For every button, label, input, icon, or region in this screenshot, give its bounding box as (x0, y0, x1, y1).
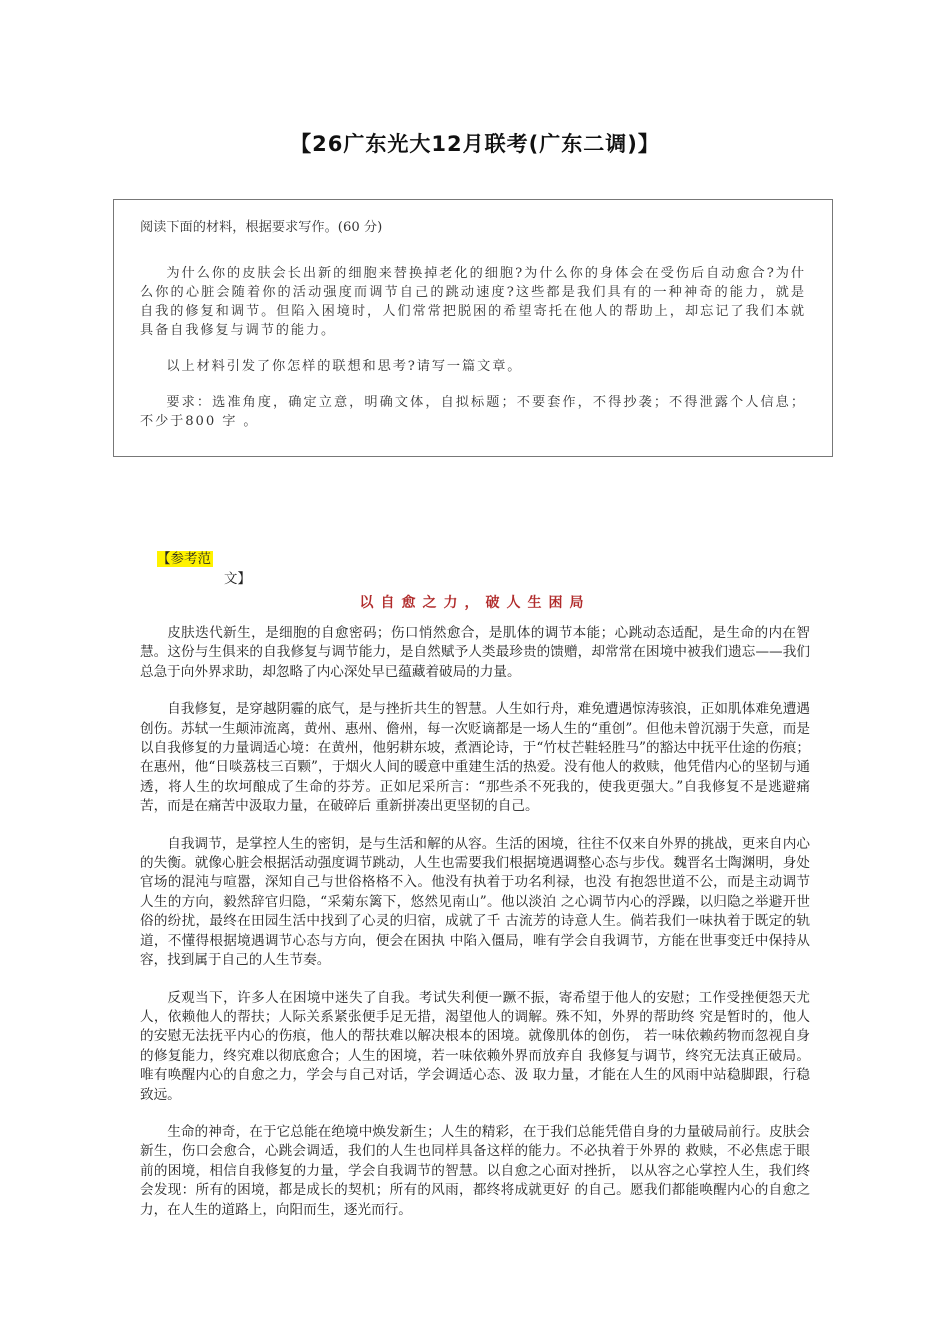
essay-paragraph: 自我调节，是掌控人生的密钥，是与生活和解的从容。生活的困境，往往不仅来自外界的挑战，更来自内心的失衡。就像心脏会根据活动强度调节跳动，人生也需要我们根据境遇调整心态与步伐。魏晋名士陶渊明，身处官场的混沌与喧嚣，深知自己与世俗格格不入。他没有执着于功名利禄，也没 有抱怨世道不公，而是主动调节人生的方向，毅然辞官归隐，“采菊东篱下，悠然见南山”。他以淡泊 之心调节内心的浮躁，以归隐之举避开世俗的纷扰，最终在田园生活中找到了心灵的归宿，成就了千 古流芳的诗意人生。倘若我们一味执着于既定的轨道，不懂得根据境遇调节心态与方向，便会在困执 中陷入僵局，唯有学会自我调节，方能在世事变迁中保持从容，找到属于自己的人生节奏。 (140, 835, 810, 969)
essay-body (140, 624, 810, 1238)
essay-title: 以自愈之力，破人生困局 (359, 595, 591, 611)
prompt-material: 为什么你的皮肤会长出新的细胞来替换掉老化的细胞?为什么你的身体会在受伤后自动愈合?为什么你的心脏会随着你的活动强度而调节自己的跳动速度?这些都是我们具有的一种神奇的能力，就是自我的修复和调节。但陷入困境时，人们常常把脱困的希望寄托在他人的帮助上，却忘记了我们本就具备自我修复与调节的能力。 (140, 266, 806, 338)
page-title: 【26广东光大12月联考(广东二调)】 (290, 132, 660, 156)
reference-label-highlight: 【参考范 (157, 551, 211, 567)
prompt-requirements: 要求：选准角度，确定立意，明确文体，自拟标题；不要套作，不得抄袭；不得泄露个人信息；不少于800 字 。 (140, 395, 806, 429)
writing-prompt-box (113, 199, 833, 457)
prompt-instruction: 阅读下面的材料，根据要求写作。(60 分) (140, 220, 383, 235)
reference-label-continuation: 文】 (224, 571, 251, 587)
reference-essay-label (157, 549, 251, 589)
prompt-question: 以上材料引发了你怎样的联想和思考?请写一篇文章。 (166, 359, 523, 374)
essay-paragraph: 生命的神奇，在于它总能在绝境中焕发新生；人生的精彩，在于我们总能凭借自身的力量破局前行。皮肤会新生，伤口会愈合，心跳会调适，我们的人生也同样具备这样的能力。不必执着于外界的 救赎，不必焦虑于眼前的困境，相信自我修复的力量，学会自我调节的智慧。以自愈之心面对挫折， 以从容之心掌控人生，我们终会发现：所有的困境，都是成长的契机；所有的风雨，都终将成就更好 的自己。愿我们都能唤醒内心的自愈之力，在人生的道路上，向阳而生，逐光而行。 (140, 1123, 810, 1218)
essay-paragraph: 皮肤迭代新生，是细胞的自愈密码；伤口悄然愈合，是肌体的调节本能；心跳动态适配，是生命的内在智慧。这份与生俱来的自我修复与调节能力，是自然赋予人类最珍贵的馈赠，却常常在困境中被我们遗忘——我们总急于向外界求助，却忽略了内心深处早已蕴藏着破局的力量。 (140, 625, 810, 680)
essay-paragraph: 自我修复，是穿越阴霾的底气，是与挫折共生的智慧。人生如行舟，难免遭遇惊涛骇浪，正如肌体难免遭遇创伤。苏轼一生颠沛流离，黄州、惠州、儋州，每一次贬谪都是一场人生的“重创”。但他未曾沉溺于失意，而是以自我修复的力量调适心境：在黄州，他躬耕东坡，煮酒论诗，于“竹杖芒鞋轻胜马”的豁达中抚平仕途的伤痕；在惠州，他“日啖荔枝三百颗”，于烟火人间的暖意中重建生活的热爱。没有他人的救赎，他凭借内心的坚韧与通透，将人生的坎坷酿成了生命的芬芳。正如尼采所言：“那些杀不死我的，使我更强大。”自我修复不是逃避痛苦，而是在痛苦中汲取力量，在破碎后 重新拼凑出更坚韧的自己。 (140, 701, 810, 815)
essay-paragraph: 反观当下，许多人在困境中迷失了自我。考试失利便一蹶不振，寄希望于他人的安慰；工作受挫便怨天尤人，依赖他人的帮扶；人际关系紧张便手足无措，渴望他人的调解。殊不知，外界的帮助终 究是暂时的，他人的安慰无法抚平内心的伤痕，他人的帮扶难以解决根本的困境。就像肌体的创伤， 若一味依赖药物而忽视自身的修复能力，终究难以彻底愈合；人生的困境，若一味依赖外界而放弃自 我修复与调节，终究无法真正破局。唯有唤醒内心的自愈之力，学会与自己对话，学会调适心态、汲 取力量，才能在人生的风雨中站稳脚跟，行稳致远。 (140, 989, 810, 1103)
